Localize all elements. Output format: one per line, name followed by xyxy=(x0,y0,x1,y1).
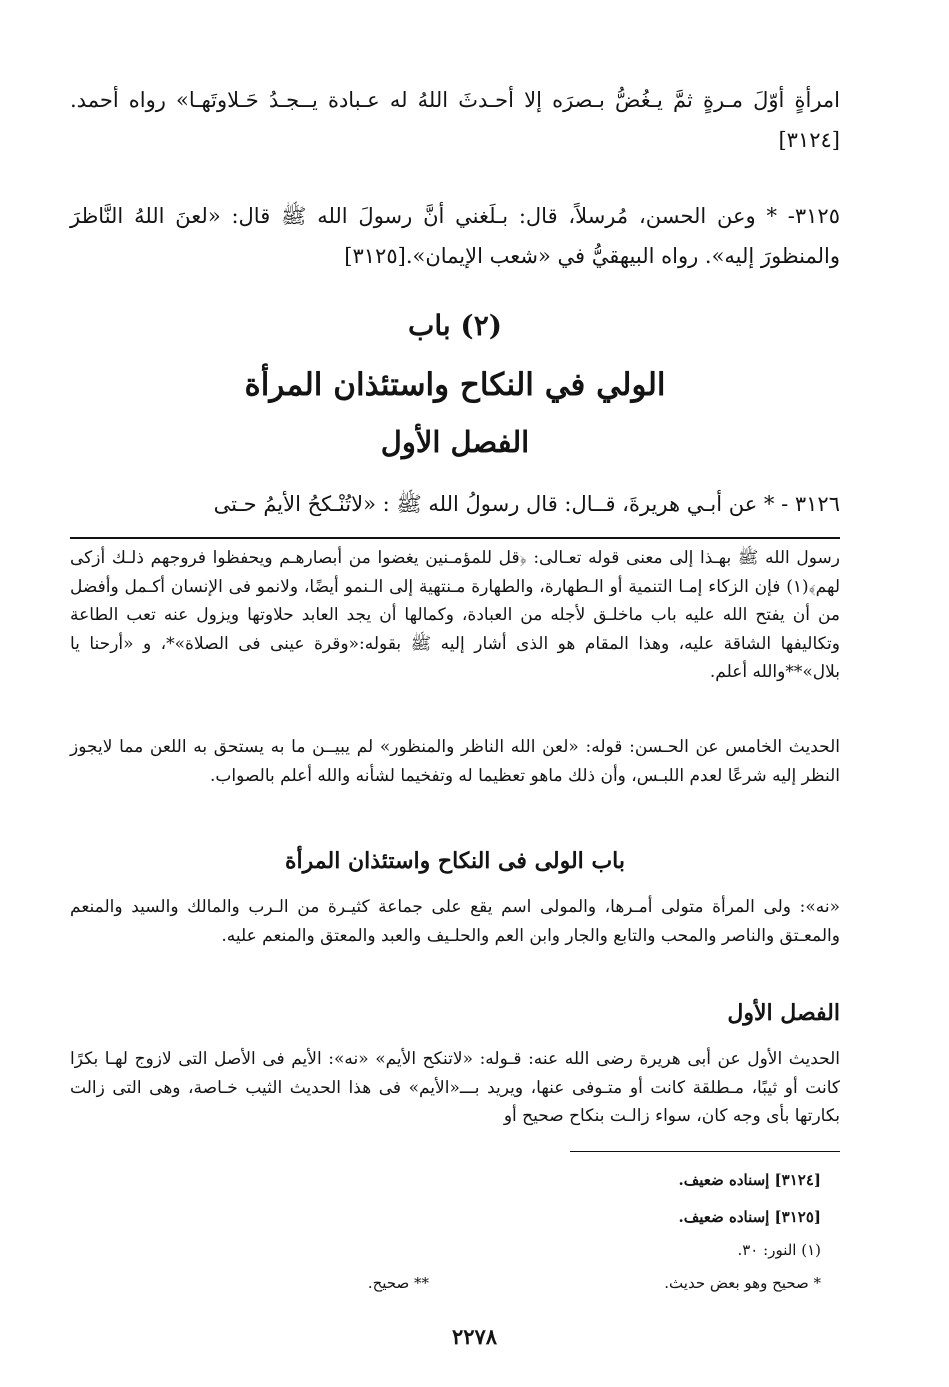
hadith-3126-start: ٣١٢٦ - * عن أبـي هريرةَ، قــال: قال رسولُ الله ﷺ : «لاتُنْـكحُ الأيمُ حـتى xyxy=(213,492,840,516)
footnote-star-2: ** صحيح. xyxy=(367,1274,429,1292)
chapter-title: الولي في النكاح واستئذان المرأة xyxy=(244,367,666,403)
footnote-1: (١) النور: ٣٠. xyxy=(737,1241,821,1259)
section-title: الفصل الأول xyxy=(380,425,530,459)
chapter-number: (٢) باب xyxy=(408,309,502,342)
commentary-paragraph-2: الحديث الخامس عن الحـسن: قوله: «لعن الله الناظر والمنظور» لم يبيــن ما به يستحق به اللعن مما لايجوز النظر إليه شرعًا لعدم اللبـس، وأن ذلك ماهو تعظيما له وتفخيما لشأنه والله أعلم بالصواب. xyxy=(70,737,840,786)
hadith-3124-ending: امرأةٍ أوّلَ مـرةٍ ثمَّ يـغُضُّ بـصرَه إلا أحـدثَ اللهُ له عـبادة يــجـدُ حَـلاوتَهـا» رواه أحمد.[٣١٢٤] xyxy=(70,88,840,152)
section-divider xyxy=(70,537,840,539)
commentary-paragraph-3: «نه»: ولى المرأة متولى أمـرها، والمولى اسم يقع على جماعة كثيـرة من الـرب والمالك والسيد والمنعم والمعـتق والناصر والمحب والتابع والجار وابن العم والحلـيف والعبد والمعتق والمنعم عليه. xyxy=(70,897,840,946)
commentary-section-heading: الفصل الأول xyxy=(727,1000,840,1026)
footnote-3125: [٣١٢٥] إسناده ضعيف. xyxy=(678,1208,821,1226)
commentary-paragraph-4: الحديث الأول عن أبى هريرة رضى الله عنه: قـوله: «لاتنكح الأيم» «نه»: الأيم فى الأصل التى لازوج لهـا بكرًا كانت أو ثيبًا، مـطلقة كانت أو متـوفى عنها، ويريد بـــ«الأيم» فى هذا الحديث الثيب خـاصة، وهى التى زالت بكارتها بأى وجه كان، سواء زالـت بنكاح صحيح أو xyxy=(70,1049,840,1126)
hadith-3125: ٣١٢٥- * وعن الحسن، مُرسلاً، قال: بـلَغني أنَّ رسولَ الله ﷺ قال: «لعنَ اللهُ النَّاظرَ والمنظورَ إليه». رواه البيهقيُّ في «شعب الإيمان».[٣١٢٥] xyxy=(70,204,840,268)
commentary-paragraph-1: رسول الله ﷺ بهـذا إلى معنى قوله تعـالى: ﴿قل للمؤمـنين يغضوا من أبصارهـم ويحفظوا فروجهم ذلـك أزكى لهم﴾(١) فإن الزكاء إمـا التنمية أو الـطهارة، والطهارة مـنتهية إلى الـنمو أيضًا، ولانمو فى الإنسان أكـمل وأفضل من أن يفتح الله عليه باب ماخلـق لأجله من العبادة، وكمالها أن يجد العابد حلاوتها ويزول عنه تعب الطاعة وتكاليفها الشاقة عليه، وهذا المقام هو الذى أشار إليه ﷺ بقوله:«وقرة عينى فى الصلاة»*، و «أرحنا يا بلال»**والله أعلم. xyxy=(70,548,840,682)
footnote-3124: [٣١٢٤] إسناده ضعيف. xyxy=(678,1171,821,1189)
page-number: ٢٢٧٨ xyxy=(451,1324,498,1349)
commentary-chapter-heading: باب الولى فى النكاح واستئذان المرأة xyxy=(285,848,625,874)
footnote-star-1: * صحيح وهو بعض حديث. xyxy=(664,1274,821,1292)
footnote-divider xyxy=(570,1151,840,1152)
